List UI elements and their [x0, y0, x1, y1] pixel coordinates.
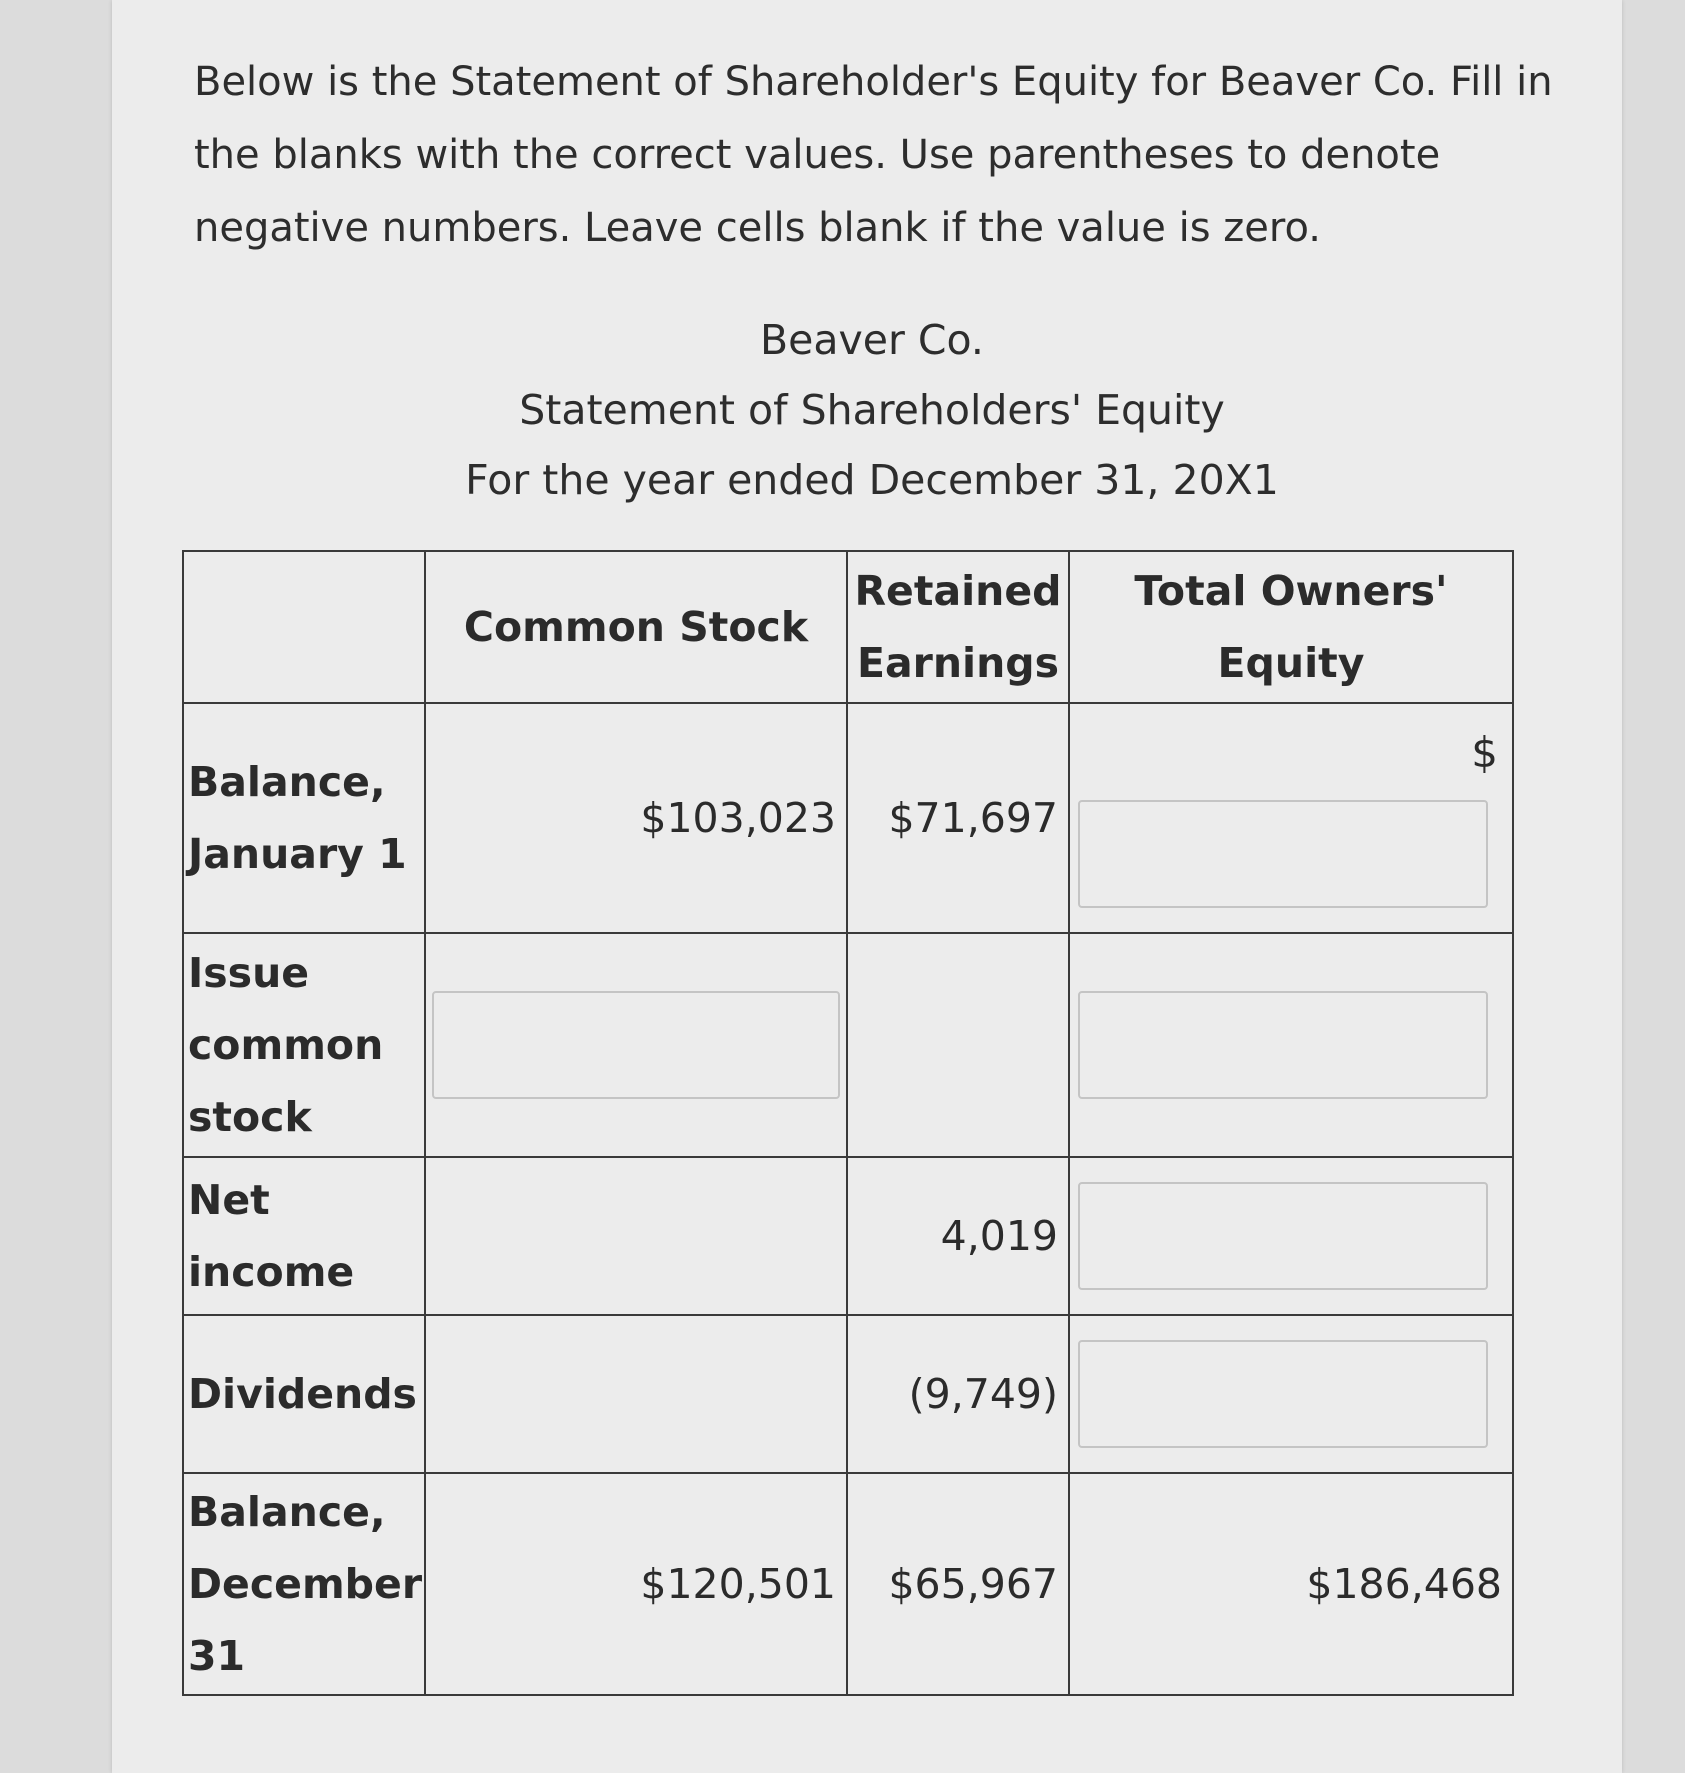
total-net-income-input[interactable]: [1078, 1182, 1488, 1290]
cell-total-issue: [1069, 933, 1513, 1157]
row-label-net-income: Net income: [183, 1157, 425, 1315]
table-row-balance-jan: [183, 703, 1513, 933]
common-stock-issue-input[interactable]: [432, 991, 840, 1099]
total-balance-jan-input[interactable]: [1078, 800, 1488, 908]
total-issue-input[interactable]: [1078, 991, 1488, 1099]
header-row: [183, 551, 1513, 703]
statement-heading: [112, 305, 1632, 515]
total-dividends-input[interactable]: [1078, 1340, 1488, 1448]
row-label-balance-dec: Balance, December 31: [183, 1473, 425, 1695]
cell-retained-earnings-net-income: 4,019: [847, 1157, 1069, 1315]
header-blank: [183, 551, 425, 703]
table-row-net-income: [183, 1157, 1513, 1315]
cell-common-stock-balance-jan: $103,023: [425, 703, 847, 933]
dollar-sign: $: [1471, 728, 1498, 777]
cell-retained-earnings-balance-jan: $71,697: [847, 703, 1069, 933]
cell-total-balance-jan: [1069, 703, 1513, 933]
header-retained-earnings: Retained Earnings: [847, 551, 1069, 703]
cell-common-stock-issue: [425, 933, 847, 1157]
equity-table: [182, 550, 1514, 1696]
statement-period: For the year ended December 31, 20X1: [465, 456, 1279, 504]
cell-retained-earnings-issue: [847, 933, 1069, 1157]
table-row-balance-dec: [183, 1473, 1513, 1695]
cell-retained-earnings-balance-dec: $65,967: [847, 1473, 1069, 1695]
cell-total-dividends: [1069, 1315, 1513, 1473]
table-row-dividends: [183, 1315, 1513, 1473]
header-common-stock: Common Stock: [425, 551, 847, 703]
table-row-issue-stock: [183, 933, 1513, 1157]
cell-retained-earnings-dividends: (9,749): [847, 1315, 1069, 1473]
cell-common-stock-dividends: [425, 1315, 847, 1473]
row-label-issue-stock: Issue common stock: [183, 933, 425, 1157]
row-label-balance-jan: Balance, January 1: [183, 703, 425, 933]
statement-title: Statement of Shareholders' Equity: [519, 386, 1225, 434]
company-name: Beaver Co.: [760, 316, 984, 364]
instructions-text: Below is the Statement of Shareholder's Equity for Beaver Co. Fill in the blanks with the correct values. Use parentheses to denote negative numbers. Leave cells blank if the value is zero.: [194, 59, 1553, 251]
cell-total-balance-dec: $186,468: [1069, 1473, 1513, 1695]
header-total-equity: Total Owners' Equity: [1069, 551, 1513, 703]
cell-common-stock-balance-dec: $120,501: [425, 1473, 847, 1695]
cell-common-stock-net-income: [425, 1157, 847, 1315]
cell-total-net-income: [1069, 1157, 1513, 1315]
row-label-dividends: Dividends: [183, 1315, 425, 1473]
question-card: [112, 0, 1622, 1773]
